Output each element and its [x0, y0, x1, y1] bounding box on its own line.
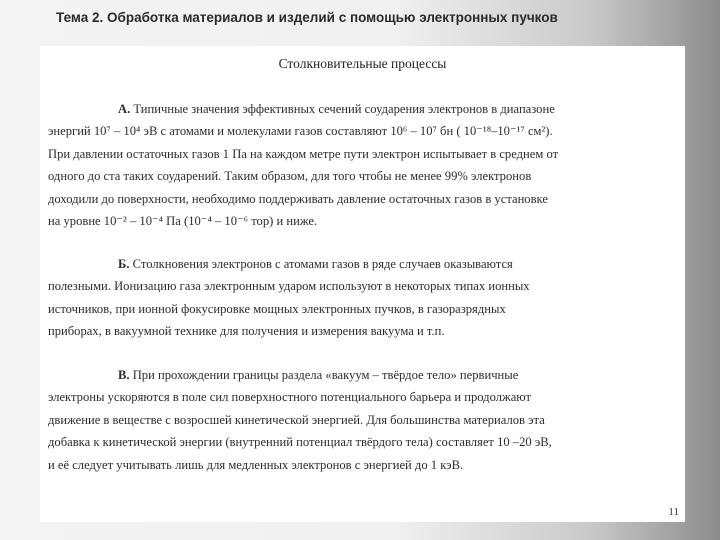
- paragraph-a-line-4: одного до ста таких соударений. Таким образом, для того чтобы не менее 99% электронов: [48, 169, 532, 184]
- paragraph-a-line-1-text: Типичные значения эффективных сечений соударения электронов в диапазоне: [130, 102, 555, 116]
- paragraph-a-line-1: [48, 98, 678, 120]
- paragraph-a-line-6: на уровне 10⁻² – 10⁻⁴ Па (10⁻⁴ – 10⁻⁶ тор) и ниже.: [48, 214, 318, 229]
- paragraph-c-line-5: и её следует учитывать лишь для медленных электронов с энергией до 1 кэВ.: [48, 457, 464, 472]
- paragraph-c-line-1-text: При прохождении границы раздела «вакуум – твёрдое тело» первичные: [129, 368, 519, 382]
- paragraph-b-line-1-text: Столкновения электронов с атомами газов в ряде случаев оказываются: [129, 257, 513, 271]
- paragraph-a-line-3: При давлении остаточных газов 1 Па на каждом метре пути электрон испытывает в среднем от: [48, 146, 559, 161]
- paragraph-b-line-3: источников, при ионной фокусировке мощных электронных пучков, в газоразрядных: [48, 301, 506, 316]
- paragraph-c-marker: В.: [118, 368, 130, 382]
- document-page: [40, 46, 685, 522]
- paragraph-b: [48, 253, 678, 343]
- paragraph-b-line-1: [48, 253, 678, 275]
- paragraph-b-line-2: полезными. Ионизацию газа электронным ударом используют в некоторых типах ионных: [48, 279, 530, 294]
- paragraph-a-line-2: энергий 10⁷ – 10⁴ эВ с атомами и молекулами газов составляют 10⁶ – 10⁷ бн ( 10⁻¹⁸–10⁻¹⁷ см²).: [48, 124, 553, 139]
- paragraph-c-line-1: [48, 364, 678, 386]
- paragraph-c-line-4: добавка к кинетической энергии (внутренний потенциал твёрдого тела) составляет 10 –20 эВ,: [48, 435, 552, 450]
- page-number: 11: [668, 506, 679, 518]
- paragraph-c: [48, 364, 678, 476]
- document-heading: Столкновительные процессы: [278, 56, 447, 71]
- paragraph-b-line-4: приборах, в вакуумной технике для получения и измерения вакуума и т.п.: [48, 324, 445, 339]
- paragraph-a-marker: А.: [118, 102, 131, 116]
- paragraph-a: [48, 98, 678, 232]
- paragraph-c-line-3: движение в веществе с возросшей кинетической энергией. Для большинства материалов эта: [48, 412, 545, 427]
- paragraph-a-line-5: доходили до поверхности, необходимо поддерживать давление остаточных газов в установке: [48, 191, 548, 206]
- slide-title: Тема 2. Обработка материалов и изделий с помощью электронных пучков: [56, 10, 558, 25]
- paragraph-b-marker: Б.: [118, 257, 130, 271]
- paragraph-c-line-2: электроны ускоряются в поле сил поверхностного потенциального барьера и продолжают: [48, 390, 532, 405]
